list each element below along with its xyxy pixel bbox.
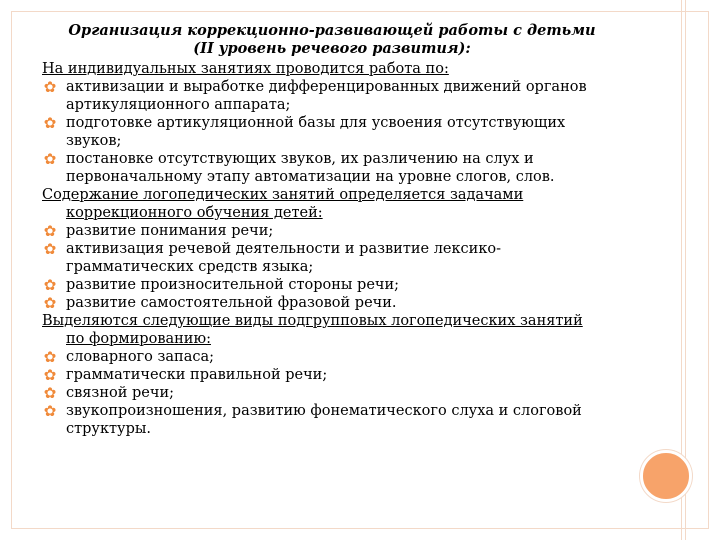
section-1-lead: На индивидуальных занятиях проводится работа по: — [42, 61, 449, 77]
list-item-text: активизации и выработке дифференцированных движений органов артикуляционного аппарата; — [66, 79, 587, 113]
title-line-1: Организация коррекционно-развивающей работы с детьми — [68, 22, 596, 39]
list-item-text: развитие самостоятельной фразовой речи. — [66, 295, 397, 311]
section-3-lead-line-2: по формированию: — [66, 331, 211, 347]
list-item-text: развитие произносительной стороны речи; — [66, 277, 400, 293]
bullet-flower-icon: ✿ — [43, 276, 57, 294]
section-1-list — [42, 78, 622, 186]
section-2-lead-line-2: коррекционного обучения детей: — [66, 205, 323, 221]
bullet-flower-icon: ✿ — [43, 366, 57, 384]
bullet-flower-icon: ✿ — [43, 348, 57, 366]
list-item — [42, 366, 622, 384]
list-item-text: грамматически правильной речи; — [66, 367, 328, 383]
bullet-flower-icon: ✿ — [43, 222, 57, 240]
bullet-flower-icon: ✿ — [43, 114, 57, 132]
list-item — [42, 240, 622, 276]
bullet-flower-icon: ✿ — [43, 240, 57, 258]
bullet-flower-icon: ✿ — [43, 294, 57, 312]
bullet-flower-icon: ✿ — [43, 150, 57, 168]
slide-content — [42, 22, 622, 438]
bullet-flower-icon: ✿ — [43, 78, 57, 96]
list-item-text: связной речи; — [66, 385, 175, 401]
title-line-2: (II уровень речевого развития): — [193, 40, 471, 57]
list-item — [42, 150, 622, 186]
list-item-text: постановке отсутствующих звуков, их различению на слух и первоначальному этапу автоматизации на уровне слогов, слов. — [66, 151, 555, 185]
list-item — [42, 78, 622, 114]
list-item — [42, 402, 622, 438]
slide-title — [42, 22, 622, 58]
list-item — [42, 276, 622, 294]
list-item — [42, 294, 622, 312]
list-item — [42, 384, 622, 402]
list-item — [42, 348, 622, 366]
list-item — [42, 114, 622, 150]
list-item-text: активизация речевой деятельности и развитие лексико-грамматических средств языка; — [66, 241, 502, 275]
section-3-list — [42, 348, 622, 438]
bullet-flower-icon: ✿ — [43, 402, 57, 420]
section-2-lead — [42, 186, 622, 222]
section-2-list — [42, 222, 622, 312]
section-3-lead — [42, 312, 622, 348]
list-item-text: звукопроизношения, развитию фонематического слуха и слоговой структуры. — [66, 403, 582, 437]
section-2-lead-line-1: Содержание логопедических занятий определяется задачами — [42, 187, 524, 203]
decor-circle — [640, 450, 692, 502]
section-3-lead-line-1: Выделяются следующие виды подгрупповых логопедических занятий — [42, 313, 583, 329]
list-item-text: словарного запаса; — [66, 349, 214, 365]
list-item — [42, 222, 622, 240]
bullet-flower-icon: ✿ — [43, 384, 57, 402]
list-item-text: развитие понимания речи; — [66, 223, 274, 239]
list-item-text: подготовке артикуляционной базы для усвоения отсутствующих звуков; — [66, 115, 566, 149]
